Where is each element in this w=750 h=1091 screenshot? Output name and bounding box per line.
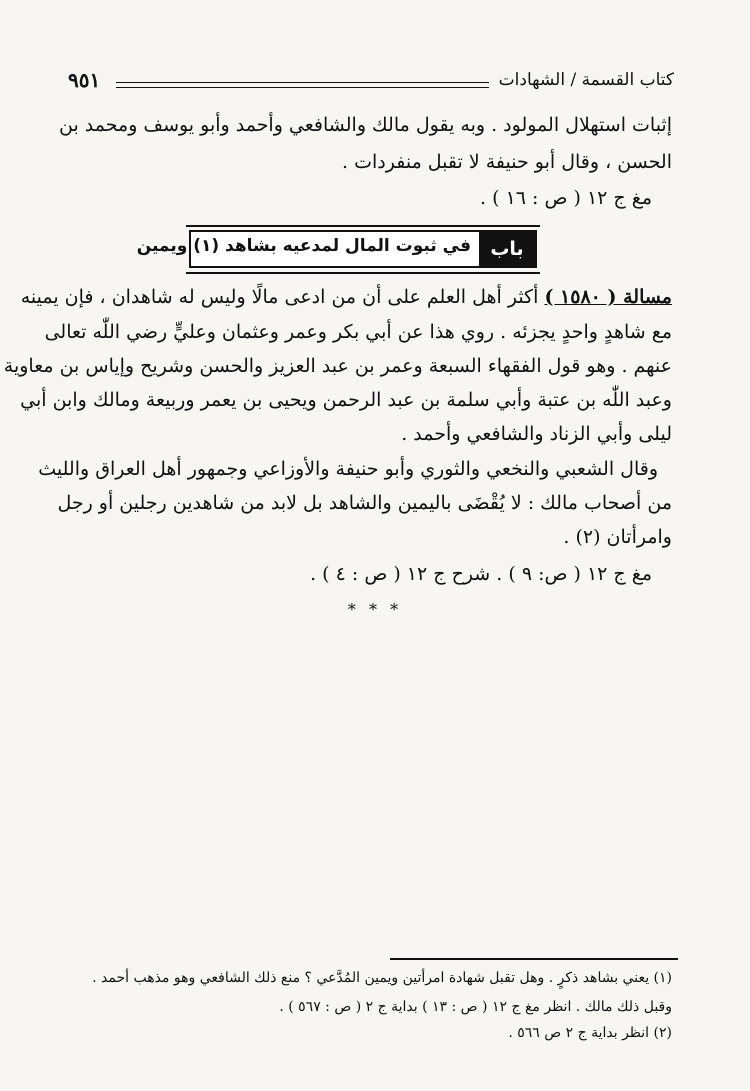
header-rule xyxy=(116,82,489,88)
page-number: ٩٥١ xyxy=(68,68,101,92)
masala-text: أكثر أهل العلم على أن من ادعى مالًا وليس له شاهدان ، فإن يمينه xyxy=(20,286,539,308)
footnote-line: (٢) انظر بداية ج ٢ ص ٥٦٦ . xyxy=(508,1025,672,1041)
section-separator: * * * xyxy=(347,600,403,619)
section-heading-box xyxy=(136,230,537,268)
reference-line: مغ ج ١٢ ( ص : ١٦ ) . xyxy=(480,187,652,209)
running-title: كتاب القسمة / الشهادات xyxy=(498,70,674,90)
text-line: من أصحاب مالك : لا يُقْضَى باليمين والشاهد بل لابد من شاهدين رجلين أو رجل xyxy=(57,492,672,514)
footnote-line: وقبل ذلك مالك . انظر مغ ج ١٢ ( ص : ١٣ ) بداية ج ٢ ( ص : ٥٦٧ ) . xyxy=(279,999,672,1015)
section-label: باب xyxy=(479,232,535,266)
section-title: في ثبوت المال لمدعيه بشاهد (١) ويمين xyxy=(136,236,471,256)
page-header xyxy=(68,62,674,102)
section-rule-top xyxy=(186,225,540,227)
text-line: ليلى وأبي الزناد والشافعي وأحمد . xyxy=(401,423,672,445)
text-line: وامرأتان (٢) . xyxy=(563,526,672,548)
masala-label: مسالة ( ١٥٨٠ ) xyxy=(544,286,672,308)
text-line: مع شاهدٍ واحدٍ يجزئه . روي هذا عن أبي بكر وعمر وعثمان وعليٍّ رضي اللّٰه تعالى xyxy=(44,321,672,343)
footnote-line: (١) يعني بشاهد ذكرٍ . وهل تقبل شهادة امرأتين ويمين المُدَّعي ؟ منع ذلك الشافعي وهو مذهب أحمد . xyxy=(92,970,672,986)
text-line: وعبد اللّٰه بن عتبة وأبي سلمة بن عبد الرحمن ويحيى بن يعمر وربيعة ومالك وابن أبي xyxy=(20,389,672,411)
reference-line: مغ ج ١٢ ( ص: ٩ ) . شرح ج ١٢ ( ص : ٤ ) . xyxy=(310,563,652,585)
text-line xyxy=(21,286,672,308)
text-line: إثبات استهلال المولود . وبه يقول مالك والشافعي وأحمد وأبو يوسف ومحمد بن xyxy=(59,114,672,136)
text-line: عنهم . وهو قول الفقهاء السبعة وعمر بن عبد العزيز والحسن وشريح وإياس بن معاوية xyxy=(3,355,672,377)
section-rule-bottom xyxy=(186,272,540,274)
text-line: الحسن ، وقال أبو حنيفة لا تقبل منفردات . xyxy=(342,151,672,173)
text-line: وقال الشعبي والنخعي والثوري وأبو حنيفة والأوزاعي وجمهور أهل العراق والليث xyxy=(38,458,658,480)
footnote-rule xyxy=(390,958,678,960)
